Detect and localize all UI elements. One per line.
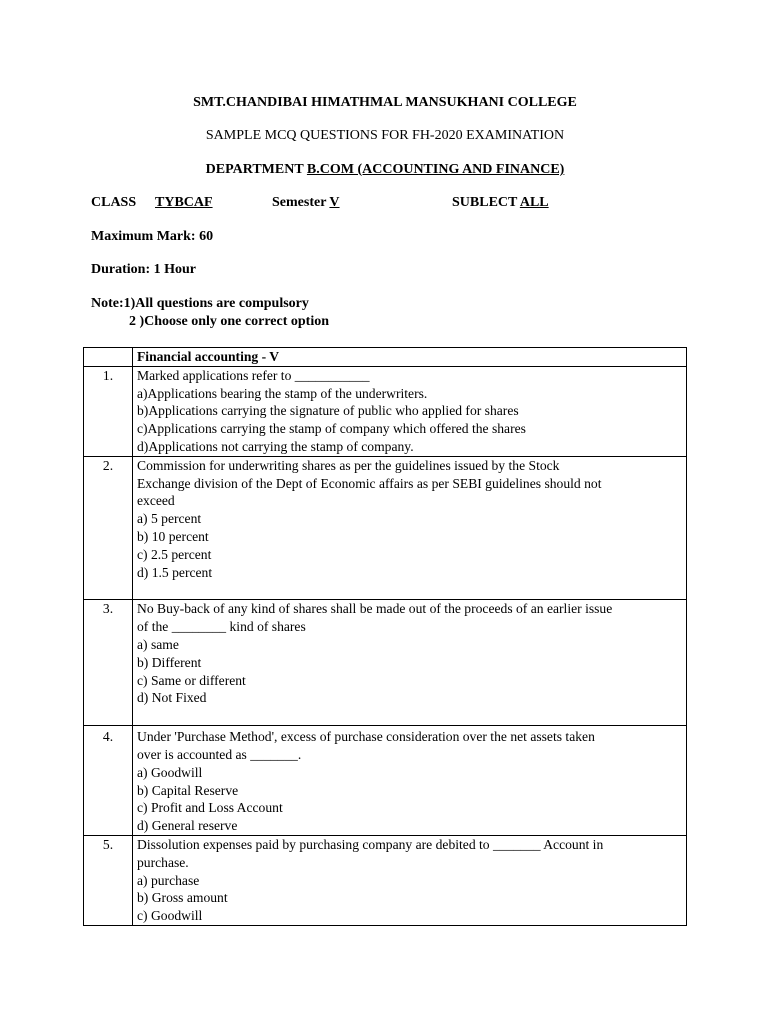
subject-label: SUBLECT bbox=[452, 195, 520, 210]
section-number-cell bbox=[84, 348, 133, 367]
option-a: a) Goodwill bbox=[137, 764, 203, 780]
question-number: 5. bbox=[84, 835, 133, 925]
question-row bbox=[84, 366, 687, 456]
note-line-2: 2 )Choose only one correct option bbox=[129, 314, 329, 329]
option-b: b) Gross amount bbox=[137, 890, 228, 906]
exam-title: SAMPLE MCQ QUESTIONS FOR FH-2020 EXAMINATION bbox=[205, 128, 565, 143]
question-text: Under 'Purchase Method', excess of purchase consideration over the net assets taken bbox=[137, 729, 595, 745]
option-a: a) same bbox=[137, 636, 179, 652]
option-c: c)Applications carrying the stamp of company which offered the shares bbox=[137, 421, 526, 437]
question-body bbox=[133, 600, 687, 726]
question-text: exceed bbox=[137, 493, 175, 509]
class-label: CLASS bbox=[91, 195, 137, 210]
question-row bbox=[84, 456, 687, 600]
option-c: c) Goodwill bbox=[137, 908, 203, 924]
question-row bbox=[84, 835, 687, 925]
question-row bbox=[84, 600, 687, 726]
question-number: 3. bbox=[84, 600, 133, 726]
option-d: d)Applications not carrying the stamp of company. bbox=[137, 438, 414, 454]
class-value: TYBCAF bbox=[155, 195, 213, 210]
question-text: Marked applications refer to ___________ bbox=[137, 367, 370, 383]
question-number: 2. bbox=[84, 456, 133, 600]
question-text: Dissolution expenses paid by purchasing company are debited to _______ Account in bbox=[137, 836, 604, 852]
question-text: purchase. bbox=[137, 854, 189, 870]
option-d: d) General reserve bbox=[137, 818, 238, 834]
question-body bbox=[133, 456, 687, 600]
college-name: SMT.CHANDIBAI HIMATHMAL MANSUKHANI COLLEGE bbox=[193, 95, 577, 110]
option-d: d) Not Fixed bbox=[137, 690, 207, 706]
subject-value: ALL bbox=[519, 195, 549, 210]
question-text: Exchange division of the Dept of Economic affairs as per SEBI guidelines should not bbox=[137, 475, 602, 491]
questions-table bbox=[83, 347, 687, 926]
option-b: b)Applications carrying the signature of public who applied for shares bbox=[137, 403, 519, 419]
semester-value: V bbox=[329, 195, 340, 210]
option-c: c) Profit and Loss Account bbox=[137, 800, 283, 816]
option-b: b) Different bbox=[137, 654, 202, 670]
option-b: b) Capital Reserve bbox=[137, 782, 239, 798]
question-number: 1. bbox=[84, 366, 133, 456]
duration: Duration: 1 Hour bbox=[91, 262, 196, 277]
note-line-1: Note:1)All questions are compulsory bbox=[91, 296, 309, 311]
maximum-mark: Maximum Mark: 60 bbox=[91, 229, 214, 244]
question-body bbox=[133, 726, 687, 836]
option-a: a)Applications bearing the stamp of the underwriters. bbox=[137, 385, 428, 401]
question-body bbox=[133, 835, 687, 925]
semester-label: Semester bbox=[272, 195, 330, 210]
question-text: No Buy-back of any kind of shares shall be made out of the proceeds of an earlier issue bbox=[137, 601, 613, 617]
section-row bbox=[84, 348, 687, 367]
semester-line bbox=[272, 194, 340, 212]
question-text: of the ________ kind of shares bbox=[137, 619, 306, 635]
option-a: a) 5 percent bbox=[137, 511, 202, 527]
question-body bbox=[133, 366, 687, 456]
subject-line bbox=[452, 194, 549, 212]
department-label: DEPARTMENT bbox=[205, 162, 307, 177]
section-title: Financial accounting - V bbox=[137, 349, 280, 364]
option-d: d) 1.5 percent bbox=[137, 564, 213, 580]
question-row bbox=[84, 726, 687, 836]
option-c: c) 2.5 percent bbox=[137, 546, 212, 562]
department-line bbox=[0, 161, 770, 179]
section-title-cell bbox=[133, 348, 687, 367]
department-value: B.COM (ACCOUNTING AND FINANCE) bbox=[306, 162, 565, 177]
question-text: Commission for underwriting shares as per the guidelines issued by the Stock bbox=[137, 457, 560, 473]
option-a: a) purchase bbox=[137, 872, 200, 888]
option-c: c) Same or different bbox=[137, 672, 246, 688]
question-number: 4. bbox=[84, 726, 133, 836]
option-b: b) 10 percent bbox=[137, 528, 209, 544]
question-text: over is accounted as _______. bbox=[137, 746, 302, 762]
